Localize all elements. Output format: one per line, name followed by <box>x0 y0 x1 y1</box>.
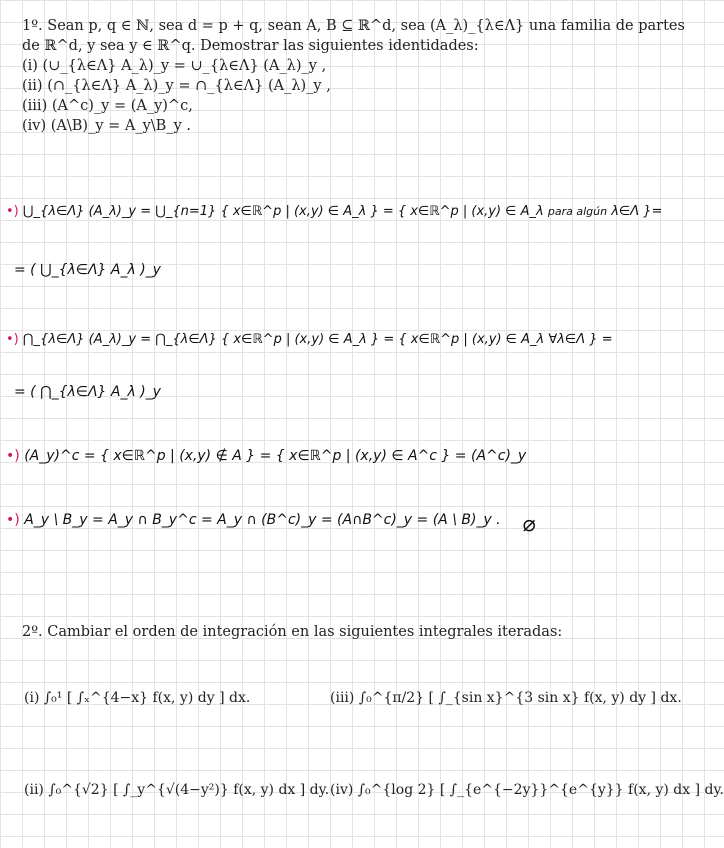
identity-i: (i) (∪_{λ∈Λ} A_λ)_y = ∪_{λ∈Λ} (A_λ)_y , <box>22 58 327 74</box>
qed-symbol: ⌀ <box>522 512 536 537</box>
proof-i-note: para algún <box>547 205 608 218</box>
integral-iii <box>330 690 682 706</box>
integral-iii-label: (iii) <box>330 690 355 706</box>
exercise-1-statement-line-1: 1º. Sean p, q ∈ ℕ, sea d = p + q, sean A, B ⊆ ℝ^d, sea (A_λ)_{λ∈Λ} una familia de partes <box>22 18 685 34</box>
proof-i-line-2: = ( ⋃_{λ∈Λ} A_λ )_y <box>14 262 161 278</box>
bullet: •) <box>6 332 19 347</box>
proof-i-expression: ⋃_{λ∈Λ} (A_λ)_y = ⋃_{n=1} { x∈ℝ^p | (x,y) ∈ A_λ } = { x∈ℝ^p | (x,y) ∈ A_λ <box>22 204 544 219</box>
integral-i-label: (i) <box>24 690 40 706</box>
bullet: •) <box>6 204 19 219</box>
integral-iii-expression: ∫₀^{π/2} [ ∫_{sin x}^{3 sin x} f(x, y) dy ] dx. <box>358 690 682 706</box>
integral-ii-label: (ii) <box>24 782 44 798</box>
integral-iv <box>330 782 724 798</box>
integral-ii-expression: ∫₀^{√2} [ ∫_y^{√(4−y²)} f(x, y) dx ] dy. <box>48 782 330 798</box>
proof-iii-expression: (A_y)^c = { x∈ℝ^p | (x,y) ∉ A } = { x∈ℝ^p | (x,y) ∈ A^c } = (A^c)_y <box>24 448 527 464</box>
identity-ii: (ii) (∩_{λ∈Λ} A_λ)_y = ∩_{λ∈Λ} (A_λ)_y , <box>22 78 331 94</box>
identity-iv: (iv) (A\B)_y = A_y\B_y . <box>22 118 192 134</box>
integral-ii <box>24 782 329 798</box>
integral-i <box>24 690 250 706</box>
exercise-1 <box>22 16 685 136</box>
proof-i-end: λ∈Λ }= <box>611 204 663 219</box>
bullet: •) <box>6 512 20 528</box>
proof-iv <box>6 512 501 528</box>
integral-iv-label: (iv) <box>330 782 354 798</box>
proof-ii-line-2: = ( ⋂_{λ∈Λ} A_λ )_y <box>14 384 161 400</box>
bullet: •) <box>6 448 20 464</box>
identity-iii: (iii) (A^c)_y = (A_y)^c, <box>22 98 193 114</box>
proof-ii-line-1 <box>6 332 613 347</box>
integral-i-expression: ∫₀¹ [ ∫ₓ^{4−x} f(x, y) dy ] dx. <box>43 690 251 706</box>
proof-i-line-1 <box>6 204 662 219</box>
exercise-2-title: 2º. Cambiar el orden de integración en las siguientes integrales iteradas: <box>22 624 563 640</box>
proof-iv-expression: A_y \ B_y = A_y ∩ B_y^c = A_y ∩ (B^c)_y = (A∩B^c)_y = (A \ B)_y . <box>24 512 501 528</box>
exercise-1-statement-line-2: de ℝ^d, y sea y ∈ ℝ^q. Demostrar las siguientes identidades: <box>22 38 479 54</box>
integral-iv-expression: ∫₀^{log 2} [ ∫_{e^{−2y}}^{e^{y}} f(x, y) dx ] dy. <box>357 782 724 798</box>
proof-ii-expression: ⋂_{λ∈Λ} (A_λ)_y = ⋂_{λ∈Λ} { x∈ℝ^p | (x,y) ∈ A_λ } = { x∈ℝ^p | (x,y) ∈ A_λ ∀λ∈Λ } = <box>22 332 613 347</box>
proof-iii <box>6 448 526 464</box>
